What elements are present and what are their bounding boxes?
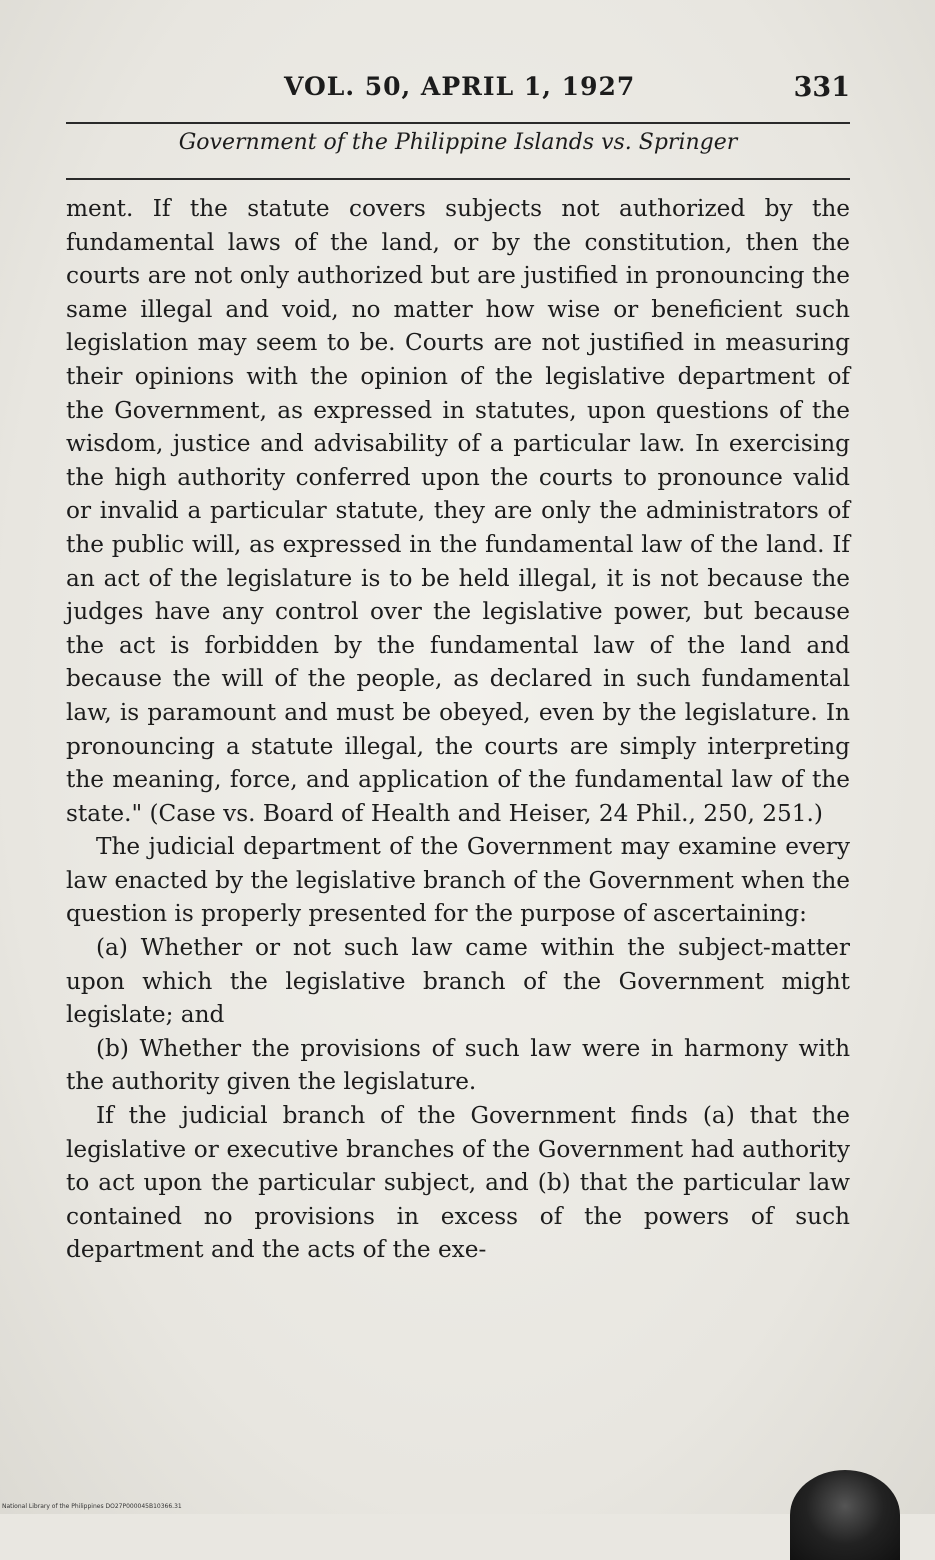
paragraph-continuation: ment. If the statute covers subjects not authorized by the fundamental laws of the land, or by the constitution, then the courts are not only authorized but are justified in pronouncing the same illegal and void, no matter how wise or beneficient such legislation may seem to be. Courts are not justified in measuring their opinions with the opinion of the legislative department of the Government, as expressed in statutes, upon questions of the wisdom, justice and advisability of a particular law. In exercising the high authority conferred upon the courts to pronounce valid or invalid a particular statute, they are only the administrators of the public will, as expressed in the fundamental law of the land. If an act of the legislature is to be held illegal, it is not because the judges have any control over the legislative power, but because the act is forbidden by the fundamental law of the land and because the will of the people, as declared in such fundamental law, is paramount and must be obeyed, even by the legislature. In pronouncing a statute illegal, the courts are simply interpreting the meaning, force, and application of the fundamental law of the state." (Case vs. Board of Health and Heiser, 24 Phil., 250, 251.) (66, 195, 850, 827)
thumb-shadow (790, 1470, 900, 1560)
paragraph-judicial-department: The judicial department of the Government may examine every law enacted by the legislative branch of the Government when the question is properly presented for the purpose of ascertaining: (66, 833, 850, 928)
scan-credit: National Library of the Philippines DO27P000045B10366.31 (2, 1503, 182, 1510)
paragraph-item-a: (a) Whether or not such law came within the subject-matter upon which the legislative branch of the Government might legislate; and (66, 934, 850, 1029)
page-number: 331 (793, 72, 850, 103)
header-rule-bottom (66, 178, 850, 180)
page-header (66, 72, 850, 112)
body-text (66, 192, 850, 1267)
paragraph-judicial-branch: If the judicial branch of the Government finds (a) that the legislative or executive branches of the Government had authority to act upon the particular subject, and (b) that the particular law contained no provisions in excess of the powers of such department and the acts of the exe- (66, 1102, 850, 1264)
header-rule-top (66, 122, 850, 124)
running-head: VOL. 50, APRIL 1, 1927 (284, 72, 636, 101)
paragraph-item-b: (b) Whether the provisions of such law were in harmony with the authority given the legislature. (66, 1034, 850, 1096)
case-title: Government of the Philippine Islands vs. Springer (178, 130, 738, 155)
